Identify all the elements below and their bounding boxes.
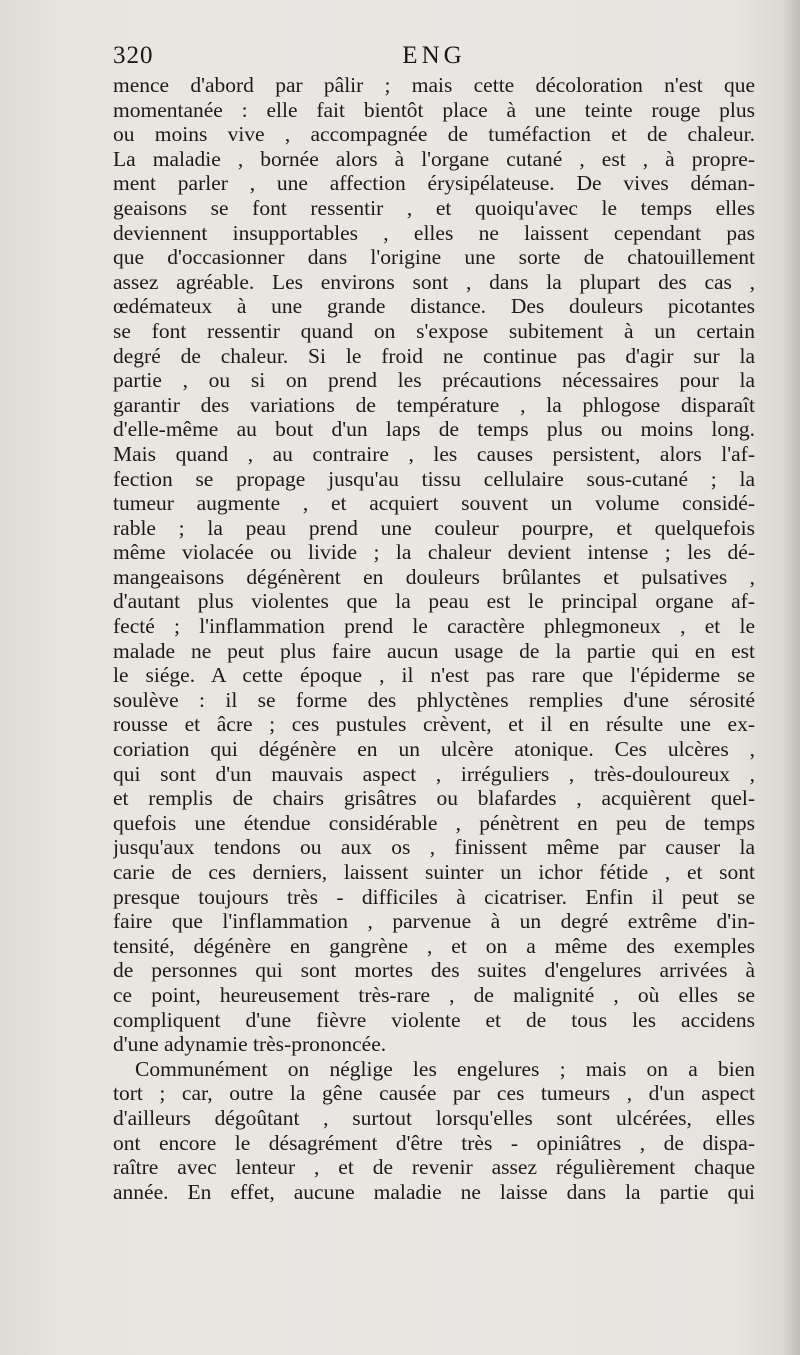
text-line: raître avec lenteur , et de revenir assez régulièrement chaque xyxy=(113,1155,755,1180)
text-line: d'autant plus violentes que la peau est le principal organe af- xyxy=(113,589,755,614)
text-line: La maladie , bornée alors à l'organe cutané , est , à propre- xyxy=(113,146,755,171)
text-line: degré de chaleur. Si le froid ne continue pas d'agir sur la xyxy=(113,343,755,368)
running-head-title: ENG xyxy=(402,42,466,69)
text-line: et remplis de chairs grisâtres ou blafardes , acquièrent quel- xyxy=(113,786,755,811)
text-line: même violacée ou livide ; la chaleur devient intense ; les dé- xyxy=(113,540,755,565)
text-line: d'elle-même au bout d'un laps de temps plus ou moins long. xyxy=(113,417,755,442)
paragraph-end-line: d'une adynamie très-prononcée. xyxy=(113,1032,387,1057)
page-edge-shadow xyxy=(782,0,800,1355)
text-line: fection se propage jusqu'au tissu cellulaire sous-cutané ; la xyxy=(113,466,755,491)
text-line: rable ; la peau prend une couleur pourpre, et quelquefois xyxy=(113,515,755,540)
text-line: quefois une étendue considérable , pénètrent en peu de temps xyxy=(113,810,755,835)
text-line: jusqu'aux tendons ou aux os , finissent même par causer la xyxy=(113,835,755,860)
text-line: presque toujours très - difficiles à cicatriser. Enfin il peut se xyxy=(113,884,755,909)
text-line: partie , ou si on prend les précautions nécessaires pour la xyxy=(113,368,755,393)
text-line: momentanée : elle fait bientôt place à une teinte rouge plus xyxy=(113,97,755,122)
page-number: 320 xyxy=(113,42,154,69)
text-line: tort ; car, outre la gêne causée par ces tumeurs , d'un aspect xyxy=(113,1081,755,1106)
text-line: que d'occasionner dans l'origine une sorte de chatouillement xyxy=(113,245,755,270)
text-line: compliquent d'une fièvre violente et de tous les accidens xyxy=(113,1007,755,1032)
text-line: le siége. A cette époque , il n'est pas rare que l'épiderme se xyxy=(113,663,755,688)
text-line: soulève : il se forme des phlyctènes remplies d'une sérosité xyxy=(113,687,755,712)
text-line: tumeur augmente , et acquiert souvent un volume considé- xyxy=(113,491,755,516)
text-line: d'ailleurs dégoûtant , surtout lorsqu'elles sont ulcérées, elles xyxy=(113,1105,755,1130)
text-line: œdémateux à une grande distance. Des douleurs picotantes xyxy=(113,294,755,319)
text-line: de personnes qui sont mortes des suites d'engelures arrivées à xyxy=(113,958,755,983)
text-line: tensité, dégénère en gangrène , et on a même des exemples xyxy=(113,933,755,958)
text-line: ont encore le désagrément d'être très - opiniâtres , de dispa- xyxy=(113,1130,755,1155)
text-line: faire que l'inflammation , parvenue à un degré extrême d'in- xyxy=(113,909,755,934)
text-line: ment parler , une affection érysipélateuse. De vives déman- xyxy=(113,171,755,196)
text-line: malade ne peut plus faire aucun usage de la partie qui en est xyxy=(113,638,755,663)
text-line: coriation qui dégénère en un ulcère atonique. Ces ulcères , xyxy=(113,737,755,762)
text-line: assez agréable. Les environs sont , dans la plupart des cas , xyxy=(113,269,755,294)
text-line: carie de ces derniers, laissent suinter un ichor fétide , et sont xyxy=(113,860,755,884)
running-head xyxy=(113,42,755,76)
text-line: se font ressentir quand on s'expose subitement à un certain xyxy=(113,318,755,343)
text-line: fecté ; l'inflammation prend le caractère phlegmoneux , et le xyxy=(113,614,755,639)
text-line: qui sont d'un mauvais aspect , irréguliers , très-douloureux , xyxy=(113,761,755,786)
text-line: ou moins vive , accompagnée de tuméfaction et de chaleur. xyxy=(113,122,755,147)
text-line: rousse et âcre ; ces pustules crèvent, et il en résulte une ex- xyxy=(113,712,755,737)
paragraph-start-line: Communément on néglige les engelures ; mais on a bien xyxy=(135,1056,755,1081)
text-line: Mais quand , au contraire , les causes persistent, alors l'af- xyxy=(113,441,755,466)
text-line: geaisons se font ressentir , et quoiqu'avec le temps elles xyxy=(113,195,755,220)
body-text xyxy=(113,73,755,1204)
text-line: deviennent insupportables , elles ne laissent cependant pas xyxy=(113,220,755,245)
text-line: année. En effet, aucune maladie ne laisse dans la partie qui xyxy=(113,1179,755,1204)
text-line: mence d'abord par pâlir ; mais cette décoloration n'est que xyxy=(113,73,755,97)
text-line: ce point, heureusement très-rare , de malignité , où elles se xyxy=(113,982,755,1007)
text-line: mangeaisons dégénèrent en douleurs brûlantes et pulsatives , xyxy=(113,564,755,589)
text-line: garantir des variations de température , la phlogose disparaît xyxy=(113,392,755,417)
